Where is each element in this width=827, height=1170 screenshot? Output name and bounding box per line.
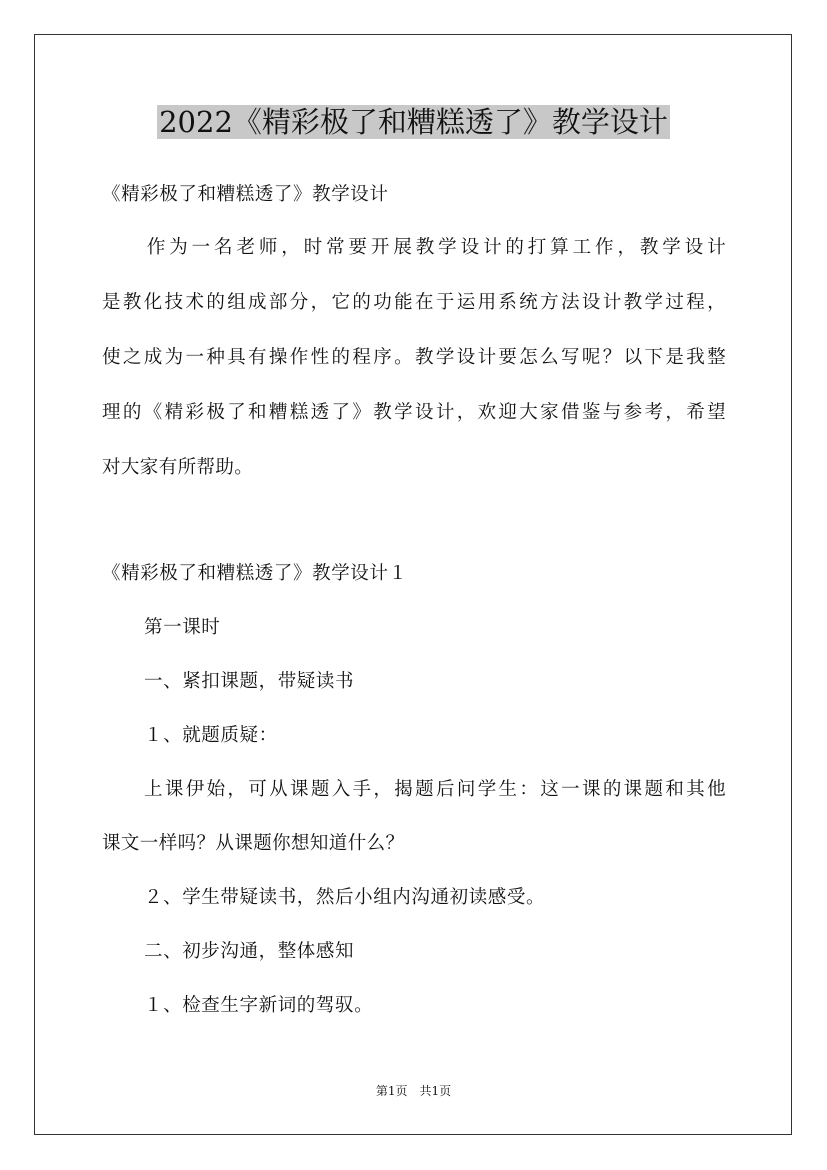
document-title — [0, 100, 827, 144]
intro-line-4: 理的《精彩极了和糟糕透了》教学设计，欢迎大家借鉴与参考，希望 — [102, 402, 726, 423]
step2-label: ２、学生带疑读书，然后小组内沟通初读感受。 — [144, 887, 546, 908]
document-title-text: 2022《精彩极了和糟糕透了》教学设计 — [159, 105, 668, 139]
part2-step1: １、检查生字新词的驾驭。 — [144, 995, 374, 1016]
step1-line-2: 课文一样吗？从课题你想知道什么？ — [102, 833, 405, 854]
intro-line-3: 使之成为一种具有操作性的程序。教学设计要怎么写呢？以下是我整 — [102, 347, 726, 368]
intro-line-2: 是教化技术的组成部分，它的功能在于运用系统方法设计教学过程， — [102, 292, 726, 313]
page-footer: 第1页 共1页 — [375, 1084, 452, 1098]
document-subtitle: 《精彩极了和糟糕透了》教学设计 — [102, 184, 389, 205]
part1-heading: 一、紧扣课题，带疑读书 — [144, 671, 355, 692]
intro-line-5: 对大家有所帮助。 — [102, 457, 254, 478]
section-heading: 《精彩极了和糟糕透了》教学设计１ — [102, 563, 408, 584]
lesson-label: 第一课时 — [144, 617, 221, 638]
part2-heading: 二、初步沟通，整体感知 — [144, 941, 355, 962]
intro-line-1: 作为一名老师，时常要开展教学设计的打算工作，教学设计 — [102, 237, 726, 258]
step1-line-1: 上课伊始，可从课题入手，揭题后问学生：这一课的课题和其他 — [144, 779, 726, 800]
step1-label: １、就题质疑： — [144, 725, 278, 746]
